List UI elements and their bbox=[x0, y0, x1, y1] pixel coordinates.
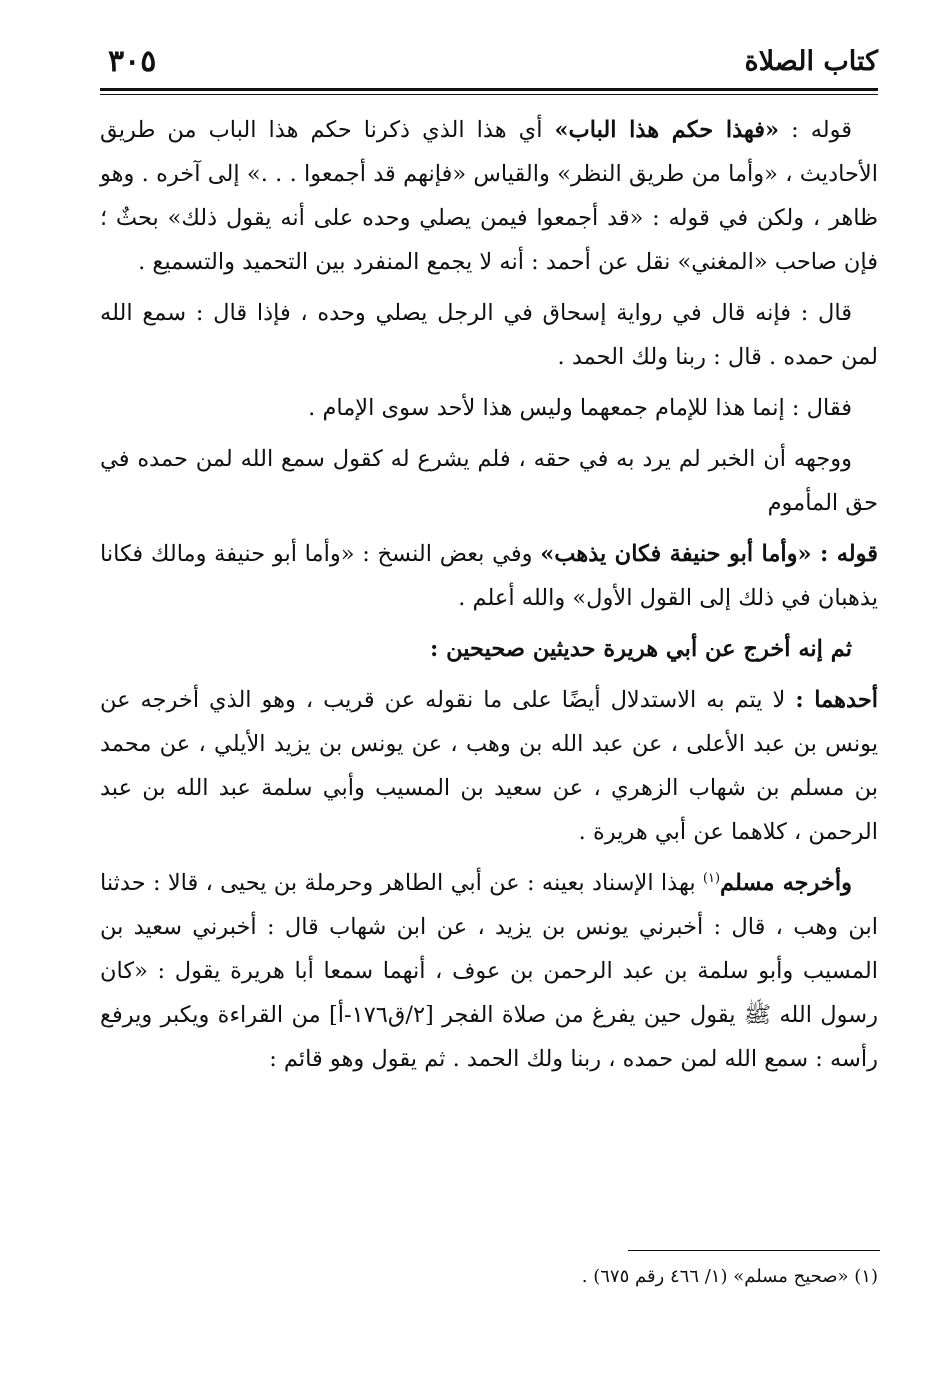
header-rule-thick bbox=[100, 88, 878, 91]
paragraph-text: لا يتم به الاستدلال أيضًا على ما نقوله عن قريب ، وهو الذي أخرجه عن يونس بن عبد الأعلى ، عن عبد الله بن وهب ، عن يونس بن يزيد الأيلي ، عن محمد بن مسلم بن شهاب الزهري ، عن سعيد بن المسيب وأبي سلمة عبد الله بن عبد الرحمن ، كلاهما عن أبي هريرة . bbox=[100, 687, 878, 845]
paragraph-3: فقال : إنما هذا للإمام جمعهما وليس هذا لأحد سوى الإمام . bbox=[308, 395, 852, 421]
paragraph-7 bbox=[100, 678, 878, 854]
paragraph-1 bbox=[100, 108, 878, 284]
paragraph-lead: قوله : «وأما أبو حنيفة فكان يذهب» bbox=[540, 541, 878, 567]
paragraph-2: قال : فإنه قال في رواية إسحاق في الرجل يصلي وحده ، فإذا قال : سمع الله لمن حمده . قال : ربنا ولك الحمد . bbox=[100, 300, 878, 370]
paragraph-lead: أحدهما : bbox=[795, 687, 878, 713]
section-heading bbox=[100, 627, 878, 671]
section-heading-text: ثم إنه أخرج عن أبي هريرة حديثين صحيحين : bbox=[430, 636, 852, 662]
paragraph-text: أي هذا الذي ذكرنا حكم هذا الباب من طريق الأحاديث ، «وأما من طريق النظر» والقياس «فإنهم قد أجمعوا . . .» إلى آخره . وهو ظاهر ، ولكن في قوله : «قد أجمعوا فيمن يصلي وحده على أنه يقول ذلك» بحثٌ ؛ فإن صاحب «المغني» نقل عن أحمد : أنه لا يجمع المنفرد بين التحميد والتسميع . bbox=[100, 117, 878, 275]
main-text bbox=[100, 108, 878, 1088]
footnote-separator bbox=[628, 1250, 880, 1251]
running-title: كتاب الصلاة bbox=[744, 46, 878, 77]
footnote-marker[interactable]: (١) bbox=[702, 871, 721, 886]
paragraph-lead: وأخرجه مسلم bbox=[720, 870, 852, 896]
paragraph-4: ووجهه أن الخبر لم يرد به في حقه ، فلم يشرع له كقول سمع الله لمن حمده في حق المأموم bbox=[100, 446, 878, 516]
header-rule-thin bbox=[100, 94, 878, 95]
page-number: ٣٠٥ bbox=[108, 44, 157, 79]
paragraph-8 bbox=[100, 861, 878, 1081]
quoted-phrase: «فهذا حكم هذا الباب» bbox=[554, 117, 780, 143]
footnote: (١) «صحيح مسلم» (١/ ٤٦٦ رقم ٦٧٥) . bbox=[581, 1266, 878, 1287]
paragraph-5 bbox=[100, 532, 878, 620]
page-header bbox=[100, 40, 878, 86]
paragraph-lead: قوله : bbox=[779, 117, 852, 143]
paragraph-text: بهذا الإسناد بعينه : عن أبي الطاهر وحرملة بن يحيى ، قالا : حدثنا ابن وهب ، قال : أخبرني يونس بن يزيد ، عن ابن شهاب قال : أخبرني سعيد بن المسيب وأبو سلمة بن عبد الرحمن بن عوف ، أنهما سمعا أبا هريرة يقول : «كان رسول الله ﷺ يقول حين يفرغ من صلاة الفجر [٢/ق١٧٦-أ] من القراءة ويكبر ويرفع رأسه : سمع الله لمن حمده ، ربنا ولك الحمد . ثم يقول وهو قائم : bbox=[100, 870, 878, 1072]
paragraph-text: وفي بعض النسخ : «وأما أبو حنيفة ومالك فكانا يذهبان في ذلك إلى القول الأول» والله أعلم . bbox=[100, 541, 878, 611]
